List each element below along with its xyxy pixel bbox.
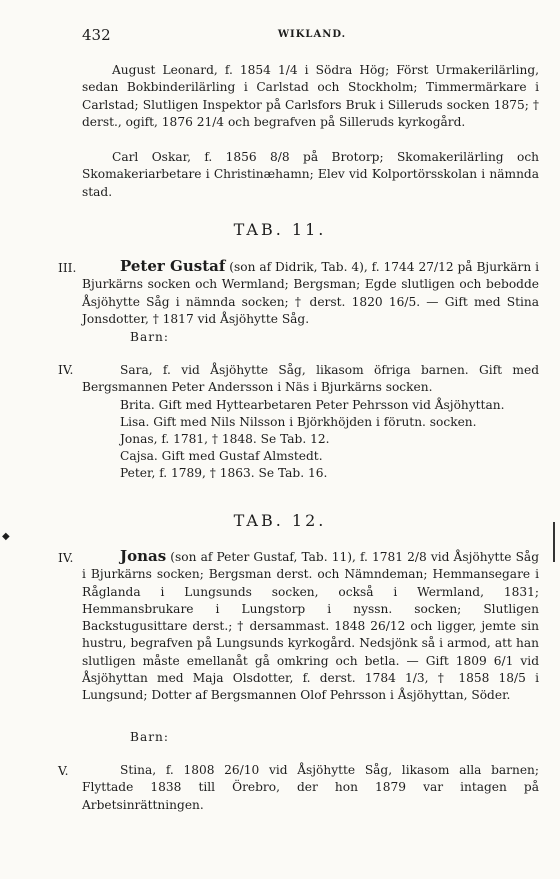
tab-11-entry (82, 258, 539, 328)
margin-bar (553, 522, 555, 562)
tab-12-name: Jonas (120, 547, 167, 565)
tab-11-heading: TAB. 11. (233, 220, 327, 239)
page-number: 432 (82, 26, 111, 44)
running-title: WIKLAND. (277, 29, 347, 40)
tab-11-text: (son af Didrik, Tab. 4), f. 1744 27/12 på Bjurkärn i Bjurkärns socken och Wermland; Bergsman; Egde slutligen och bebodde Åsjöhytte Såg i nämnda socken; † derst. 1820 16/5. — Gift med Stina Jonsdotter, † 1817 vid Åsjöhytte Såg. (82, 260, 539, 326)
tab-12-generation: IV. (58, 551, 74, 565)
tab-12-barn-label: Barn: (130, 730, 170, 744)
page-header (82, 26, 542, 46)
entry-carl-oskar: Carl Oskar, f. 1856 8/8 på Brotorp; Skomakerilärling och Skomakeriarbetare i Christinæhamn; Elev vid Kolportörsskolan i nämnda stad. (82, 150, 539, 199)
child-peter: Peter, f. 1789, † 1863. Se Tab. 16. (120, 466, 328, 480)
entry-august-leonard: August Leonard, f. 1854 1/4 i Södra Hög; Först Urmakerilärling, sedan Bokbinderilärling i Carlstad och Stockholm; Timmermärkare i Carlstad; Slutligen Inspektor på Carlsfors Bruk i Silleruds socken 1875; † derst., ogift, 1876 21/4 och begrafven på Silleruds kyrkogård. (82, 63, 539, 129)
margin-bullet: ◆ (2, 531, 10, 542)
child-jonas: Jonas, f. 1781, † 1848. Se Tab. 12. (120, 432, 330, 446)
tab-12-children-generation: V. (58, 764, 69, 778)
tab-11-children-generation: IV. (58, 363, 74, 377)
tab-11-name: Peter Gustaf (120, 257, 226, 275)
child-cajsa: Cajsa. Gift med Gustaf Almstedt. (120, 449, 323, 463)
tab-12-text: (son af Peter Gustaf, Tab. 11), f. 1781 2/8 vid Åsjöhytte Såg i Bjurkärns socken; Bergsman derst. och Nämndeman; Hemmansegare i Råglanda i Lungsunds socken, också i Wermland, 1831; Hemmansbrukare i Lungstorp i nyssn. socken; Slutligen Backstugusittare derst.; † dersammast. 1848 26/12 och ligger, jemte sin hustru, begrafven på Lungsunds kyrkogård. Nedsjönk så i armod, att han slutligen måste emellanåt gå omkring och betla. — Gift 1809 6/1 vid Åsjöhyttan med Maja Olsdotter, f. derst. 1784 1/3, † 1858 18/5 i Lungsund; Dotter af Bergsmannen Olof Pehrsson i Åsjöhyttan, Söder. (82, 550, 540, 703)
tab-11-barn-label: Barn: (130, 330, 170, 344)
tab-12-heading: TAB. 12. (233, 511, 327, 530)
tab-11-generation: III. (58, 261, 77, 275)
child-stina: Stina, f. 1808 26/10 vid Åsjöhytte Såg, likasom alla barnen; Flyttade 1838 till Örebro, der hon 1879 var intagen på Arbetsinrättningen. (82, 763, 539, 812)
child-brita: Brita. Gift med Hyttearbetaren Peter Pehrsson vid Åsjöhyttan. (120, 398, 505, 412)
child-lisa: Lisa. Gift med Nils Nilsson i Björkhöjden i förutn. socken. (120, 415, 477, 429)
child-sara: Sara, f. vid Åsjöhytte Såg, likasom öfriga barnen. Gift med Bergsmannen Peter Andersson i Näs i Bjurkärns socken. (82, 363, 539, 395)
tab-12-entry (82, 548, 539, 705)
